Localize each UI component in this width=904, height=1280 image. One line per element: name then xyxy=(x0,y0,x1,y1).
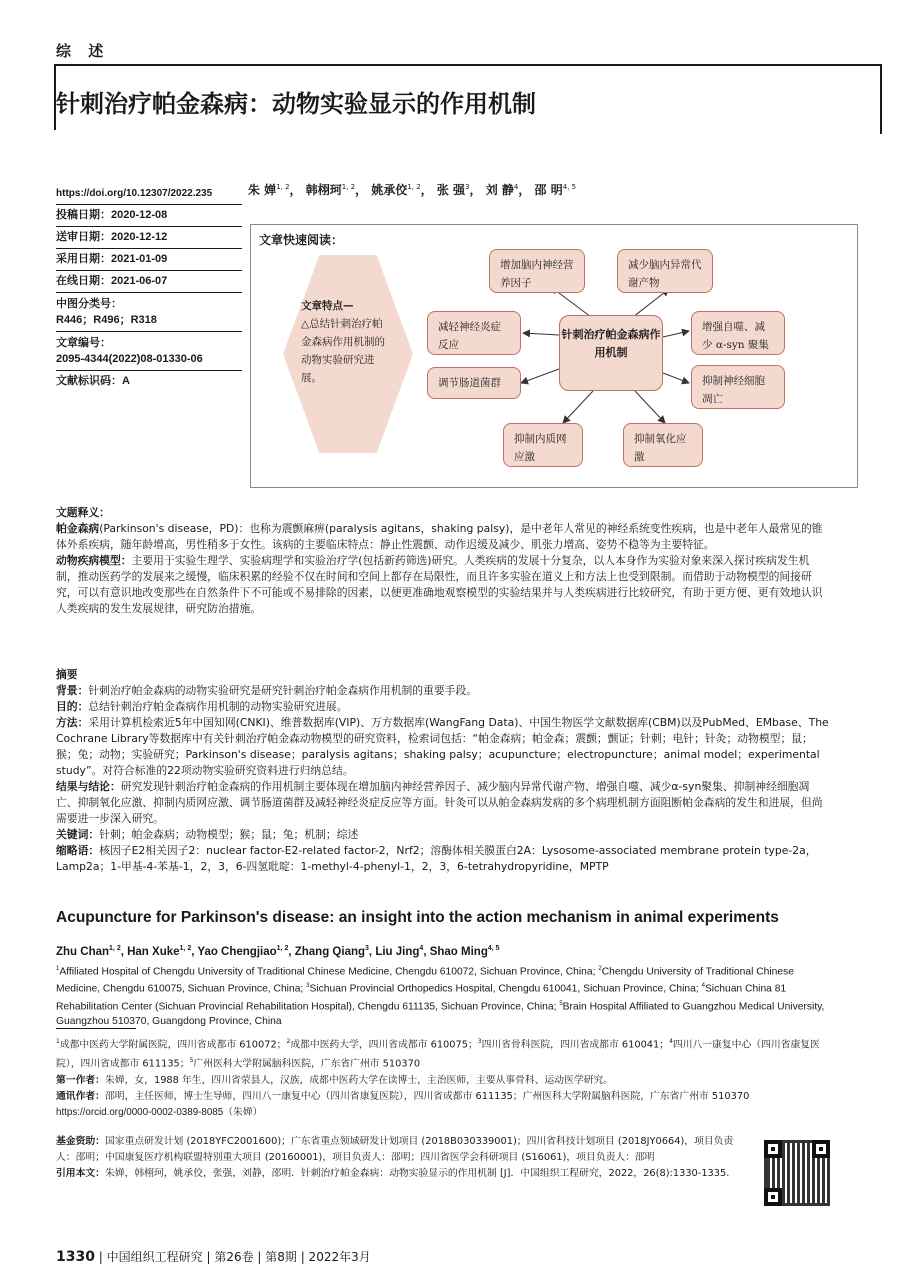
arrow-to-n3 xyxy=(523,333,559,335)
cn-affiliations: $^1$成都中医药大学附属医院，四川省成都市 610072；$^2$成都中医药大学，四川省成都市 610075；$^3$四川省骨科医院，四川省成都市 610041；$^4$四川八一康复中心（四川省康复医院），四川省成都市 611135；$^5$广州医科大学附属脑科医院，广东省广州市 510370 xyxy=(56,1038,820,1070)
reviewed-date: 送审日期：2020-12-12 xyxy=(56,227,242,249)
arrow-to-n2 xyxy=(633,289,669,317)
arrow-to-n8 xyxy=(635,391,665,423)
arrow-to-n5 xyxy=(521,369,559,383)
corresponding-author: 通讯作者：邵明，主任医师，博士生导师，四川八一康复中心（四川省康复医院），四川省成都市 611135；广州医科大学附属脑科医院，广东省广州市 510370 xyxy=(56,1090,750,1102)
arrow-to-n4 xyxy=(663,331,689,337)
section-label: 综 述 xyxy=(56,42,110,60)
node-oxidative-stress: 抑制氧化应激 xyxy=(623,423,703,467)
node-inflammation: 减轻神经炎症反应 xyxy=(427,311,521,355)
first-author: 第一作者：朱婵，女，1988 年生，四川省荥县人，汉族，成都中医药大学在读博士，主治医师，主要从事骨科、运动医学研究。 xyxy=(56,1074,614,1086)
accepted-date: 采用日期：2021-01-09 xyxy=(56,249,242,271)
footnotes xyxy=(56,1034,830,1121)
arrow-to-n7 xyxy=(563,391,593,423)
citation: 引用本文：朱婵，韩栩珂，姚承佼，张强，刘静，邵明．针刺治疗帕金森病：动物实验显示的作用机制 [J]．中国组织工程研究，2022，26(8):1330-1335. xyxy=(56,1168,730,1179)
clc-number: 中图分类号： R446；R496；R318 xyxy=(56,293,242,332)
orcid-link[interactable]: https://orcid.org/0000-0002-0389-8085（朱婵） xyxy=(56,1106,263,1118)
doi-link[interactable]: https://doi.org/10.12307/2022.235 xyxy=(56,183,242,205)
arrow-to-n6 xyxy=(663,373,689,383)
node-neurotrophic: 增加脑内神经营养因子 xyxy=(489,249,585,293)
online-date: 在线日期：2021-06-07 xyxy=(56,271,242,293)
quick-read-title: 文章快速阅读： xyxy=(259,233,344,247)
abstract: 摘要 背景：针刺治疗帕金森病的动物实验研究是研究针刺治疗帕金森病作用机制的重要手段。 目的：总结针刺治疗帕金森病作用机制的动物实验研究进展。 方法：采用计算机检索近5年中国知网(CNKI)、维普数据库(VIP)、万方数据库(WangFang Data)、中国生物医学文献数据库(CBM)以及PubMed、EMbase、The Cochrane Library等数据库中有关针刺治疗帕金森动物模型的研究资料，检索词包括：“帕金森病；帕金森；震颤；颤证；针刺；电针；针灸；动物模型；鼠；猴；兔；动物；实验研究；Parkinson's disease；paralysis agitans；shaking palsy；acupuncture；electropuncture；animal model；experimental study”。对符合标准的22项动物实验研究资料进行归纳总结。 结果与结论：研究发现针刺治疗帕金森病的作用机制主要体现在增加脑内神经营养因子、减少脑内异常代谢产物、增强自噬、减少α-syn聚集、抑制神经细胞凋亡、抑制氧化应激、抑制内质网应激、调节肠道菌群及减轻神经炎症反应等方面。针灸可以从帕金森病发病的多个病理机制方面阻断帕金森病的发生和进展，但尚需要进一步深入研究。 关键词：针刺；帕金森病；动物模型；猴；鼠；兔；机制；综述 缩略语：核因子E2相关因子2：nuclear factor-E2-related factor-2，Nrf2；溶酶体相关膜蛋白2A：Lysosome-associated membrane protein type-2a，Lamp2a；1-甲基-4-苯基-1，2，3，6-四氢吡啶：1-methyl-4-phenyl-1，2，3，6-tetrahydropyridine，MPTP xyxy=(56,668,829,873)
node-autophagy: 增强自噬、减少 α-syn 聚集 xyxy=(691,311,785,355)
document-code: 文献标识码：A xyxy=(56,375,130,387)
english-authors: Zhu Chan$^{1, 2}$, Han Xuke$^{1, 2}$, Yao Chengjiao$^{1, 2}$, Zhang Qiang$^3$, Liu Jing$^4$, Shao Ming$^{4, 5}$ xyxy=(56,945,500,958)
header-rule xyxy=(54,64,882,66)
qr-code-finders xyxy=(764,1140,830,1206)
node-er-stress: 抑制内质网应激 xyxy=(503,423,583,467)
node-metabolite: 减少脑内异常代谢产物 xyxy=(617,249,713,293)
english-affiliations: $^1$Affiliated Hospital of Chengdu University of Traditional Chinese Medicine, Chengdu 610072, Sichuan Province, China; $^2$Chengdu University of Traditional Chinese Medicine, Chengdu 610075, Sichuan Province, China; $^3$Sichuan Provincial Orthopedics Hospital, Chengdu 610041, Sichuan Province, China; $^4$Sichuan China 81 Rehabilitation Center (Sichuan Provincial Rehabilitation Hospital), Chengdu 611135, Sichuan Province, China; $^5$Brain Hospital Affiliated to Guangzhou Medical University, Guangzhou 510370, Guangdong Province, China xyxy=(56,966,825,1028)
article-title: 针刺治疗帕金森病：动物实验显示的作用机制 xyxy=(56,90,536,118)
center-node: 针刺治疗帕金森病作用机制 xyxy=(559,315,663,391)
quick-read-box xyxy=(250,224,858,488)
node-gut-flora: 调节肠道菌群 xyxy=(427,367,521,399)
node-apoptosis: 抑制神经细胞凋亡 xyxy=(691,365,785,409)
submitted-date: 投稿日期：2020-12-08 xyxy=(56,205,242,227)
term-explanation: 文题释义： 帕金森病(Parkinson's disease，PD)：也称为震颤麻痹(paralysis agitans，shaking palsy)，是中老年人常见的神经系统变性疾病，也是中老年人最常见的锥体外系疾病，随年龄增高，男性稍多于女性。该病的主要临床特点：静止性震颤、动作迟缓及减少、肌张力增高、姿势不稳等为主要特征。 动物疾病模型：主要用于实验生理学、实验病理学和实验治疗学(包括新药筛选)研究。人类疾病的发展十分复杂，以人本身作为实验对象来深入探讨疾病发生机制，推动医药学的发展来之缓慢，临床积累的经验不仅在时间和空间上都存在局限性，而且许多实验在道义上和方法上也受到限制。而借助于动物模型的间接研究，可以有意识地改变那些在自然条件下不可能或不易排除的因素，以便更准确地观察模型的实验结果并与人类疾病进行比较研究，有助于更方便、更有效地认识人类疾病的发生发展规律，研究防治措施。 xyxy=(56,506,823,615)
authors-cn: 朱 婵$^{1, 2}$， 韩栩珂$^{1, 2}$， 姚承佼$^{1, 2}$， 张 强$^3$， 刘 静$^4$， 邵 明$^{4, 5}$ xyxy=(248,183,577,197)
footnote-rule xyxy=(56,1028,136,1029)
funding: 基金资助：国家重点研发计划 (2018YFC2001600)；广东省重点领域研发计划项目 (2018B030339001)；四川省科技计划项目 (2018JY0664)，项目负责人：邵明；中国康复医疗机构联盟特别重大项目 (20160001)，项目负责人：邵明；四川省医学会科研项目 (S16061)，项目负责人：邵明 引用本文：朱婵，韩栩珂，姚承佼，张强，刘静，邵明．针刺治疗帕金森病：动物实验显示的作用机制 [J]．中国组织工程研究，2022，26(8):1330-1335. xyxy=(56,1134,736,1182)
metadata-column xyxy=(56,183,242,393)
feature-text: 文章特点— △总结针刺治疗帕金森病作用机制的动物实验研究进展。 xyxy=(301,300,385,384)
article-number: 文章编号： 2095-4344(2022)08-01330-06 xyxy=(56,332,242,371)
header-rule-right xyxy=(880,64,882,134)
english-title: Acupuncture for Parkinson's disease: an insight into the action mechanism in animal experiments xyxy=(56,909,779,926)
page-footer: 1330 | 中国组织工程研究 | 第26卷 | 第8期 | 2022年3月 xyxy=(56,1249,371,1265)
